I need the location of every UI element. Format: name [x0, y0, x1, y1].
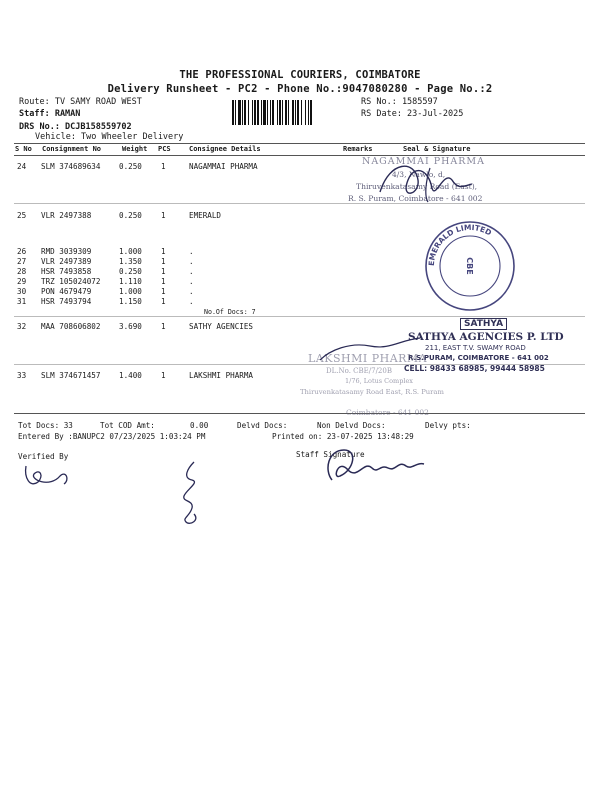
row-sno: 27 — [17, 257, 27, 266]
stamp-line: Thiruvenkatasamy Road East, R.S. Puram — [300, 388, 444, 396]
emerald-round-stamp — [422, 218, 518, 314]
row-weight: 1.350 — [119, 257, 142, 266]
row-consignee: LAKSHMI PHARMA — [189, 371, 254, 380]
stamp-line: Coimbatore - 641 002 — [346, 408, 429, 417]
svg-text:EMERALD LIMITED — [427, 223, 493, 266]
total-cod-label: Tot COD Amt: — [100, 421, 155, 430]
row-consignee: NAGAMMAI PHARMA — [189, 162, 258, 171]
row-pcs: 1 — [161, 371, 166, 380]
row-sno: 30 — [17, 287, 27, 296]
company-title: THE PROFESSIONAL COURIERS, COIMBATORE — [179, 69, 421, 81]
row-consignment: MAA 708606802 — [41, 322, 101, 331]
row-sno: 31 — [17, 297, 27, 306]
row-sno: 33 — [17, 371, 27, 380]
stamp-line: R. S. Puram, Coimbatore - 641 002 — [348, 194, 483, 203]
non-delivered-docs: Non Delvd Docs: — [317, 421, 386, 430]
group-doc-count: No.Of Docs: 7 — [204, 308, 256, 316]
col-consignee: Consignee Details — [189, 145, 261, 153]
row-pcs: 1 — [161, 162, 166, 171]
row-sno: 28 — [17, 267, 27, 276]
runsheet-title: Delivery Runsheet - PC2 - Phone No.:9047080280 - Page No.:2 — [107, 83, 493, 95]
sathya-address: R.S.PURAM, COIMBATORE - 641 002 — [408, 354, 549, 362]
row-sno: 29 — [17, 277, 27, 286]
row-weight: 0.250 — [119, 162, 142, 171]
signature-scribble — [310, 330, 430, 370]
row-pcs: 1 — [161, 277, 166, 286]
sathya-name: SATHYA AGENCIES P. LTD — [408, 331, 564, 343]
rs-number: RS No.: 1585597 — [361, 97, 438, 107]
row-consignee: . — [189, 267, 194, 276]
row-consignment: TRZ 105024072 — [41, 277, 101, 286]
row-consignment: HSR 7493858 — [41, 267, 92, 276]
signature-scribble — [360, 150, 500, 210]
row-weight: 1.000 — [119, 287, 142, 296]
row-consignee: EMERALD — [189, 211, 222, 220]
verifier-signature — [20, 458, 80, 492]
round-seal-center: CBE — [465, 257, 474, 275]
row-pcs: 1 — [161, 267, 166, 276]
col-seal-signature: Seal & Signature — [403, 145, 471, 153]
stamp-line: NAGAMMAI PHARMA — [362, 156, 485, 167]
row-consignee: . — [189, 247, 194, 256]
stamp-line: 4/3, Nawlo, d, — [392, 170, 446, 179]
row-consignment: VLR 2497388 — [41, 211, 92, 220]
row-consignment: SLM 374689634 — [41, 162, 101, 171]
barcode — [232, 100, 353, 125]
row-weight: 1.110 — [119, 277, 142, 286]
round-seal-ring-text: EMERALD LIMITED — [426, 222, 494, 267]
row-pcs: 1 — [161, 297, 166, 306]
round-seal-icon — [422, 218, 518, 314]
col-weight: Weight — [122, 145, 148, 153]
printed-on: Printed on: 23-07-2025 13:48:29 — [272, 432, 414, 441]
row-sno: 32 — [17, 322, 27, 331]
entered-by: Entered By :BANUPC2 07/23/2025 1:03:24 PM — [18, 432, 206, 441]
row-consignment: RMD 3039309 — [41, 247, 92, 256]
table-bottom-rule — [14, 413, 585, 414]
vehicle-label: Vehicle: Two Wheeler Delivery — [35, 132, 184, 142]
row-weight: 0.250 — [119, 211, 142, 220]
row-consignee: SATHY AGENCIES — [189, 322, 254, 331]
row-pcs: 1 — [161, 257, 166, 266]
row-consignee: . — [189, 277, 194, 286]
stamp-line: Thiruvenkatasamy Road (East), — [356, 182, 478, 191]
row-sno: 25 — [17, 211, 27, 220]
row-consignee: . — [189, 257, 194, 266]
row-weight: 1.150 — [119, 297, 142, 306]
barcode-bar — [312, 100, 313, 125]
total-docs: Tot Docs: 33 — [18, 421, 73, 430]
row-pcs: 1 — [161, 322, 166, 331]
col-sno: S No — [15, 145, 32, 153]
row-weight: 0.250 — [119, 267, 142, 276]
row-consignment: HSR 7493794 — [41, 297, 92, 306]
row-consignment: PON 4679479 — [41, 287, 92, 296]
row-consignment: SLM 374671457 — [41, 371, 101, 380]
col-remarks: Remarks — [343, 145, 373, 153]
row-weight: 1.000 — [119, 247, 142, 256]
verifier-initials — [172, 458, 212, 528]
rs-date: RS Date: 23-Jul-2025 — [361, 109, 464, 119]
verified-by-label: Verified By — [18, 452, 69, 461]
row-consignee: . — [189, 287, 194, 296]
row-pcs: 1 — [161, 247, 166, 256]
route-label: Route: TV SAMY ROAD WEST — [19, 97, 142, 107]
row-divider — [14, 316, 585, 317]
stamp-line: 1/76, Lotus Complex — [345, 377, 413, 385]
table-top-rule — [14, 143, 585, 144]
delivered-docs: Delvd Docs: — [237, 421, 288, 430]
row-consignee: . — [189, 297, 194, 306]
drs-number: DRS No.: DCJB158559702 — [19, 122, 132, 132]
sathya-box: SATHYA — [460, 318, 507, 330]
stamp-line: LAKSHMI PHARMA — [308, 352, 428, 365]
sathya-address: 211, EAST T.V. SWAMY ROAD — [425, 344, 526, 352]
row-pcs: 1 — [161, 211, 166, 220]
row-weight: 3.690 — [119, 322, 142, 331]
row-consignment: VLR 2497389 — [41, 257, 92, 266]
stamp-line: DL.No. CBE/7/20B — [326, 367, 392, 375]
row-pcs: 1 — [161, 287, 166, 296]
row-weight: 1.400 — [119, 371, 142, 380]
row-sno: 24 — [17, 162, 27, 171]
staff-label: Staff: RAMAN — [19, 109, 81, 119]
col-consignment: Consignment No — [42, 145, 102, 153]
staff-signature-label: Staff Signature — [296, 450, 365, 459]
col-pcs: PCS — [158, 145, 171, 153]
row-sno: 26 — [17, 247, 27, 256]
delivery-points: Delvy pts: — [425, 421, 471, 430]
sathya-phone: CELL: 98433 68985, 99444 58985 — [404, 364, 545, 373]
total-cod-value: 0.00 — [190, 421, 209, 430]
staff-signature — [318, 440, 438, 486]
